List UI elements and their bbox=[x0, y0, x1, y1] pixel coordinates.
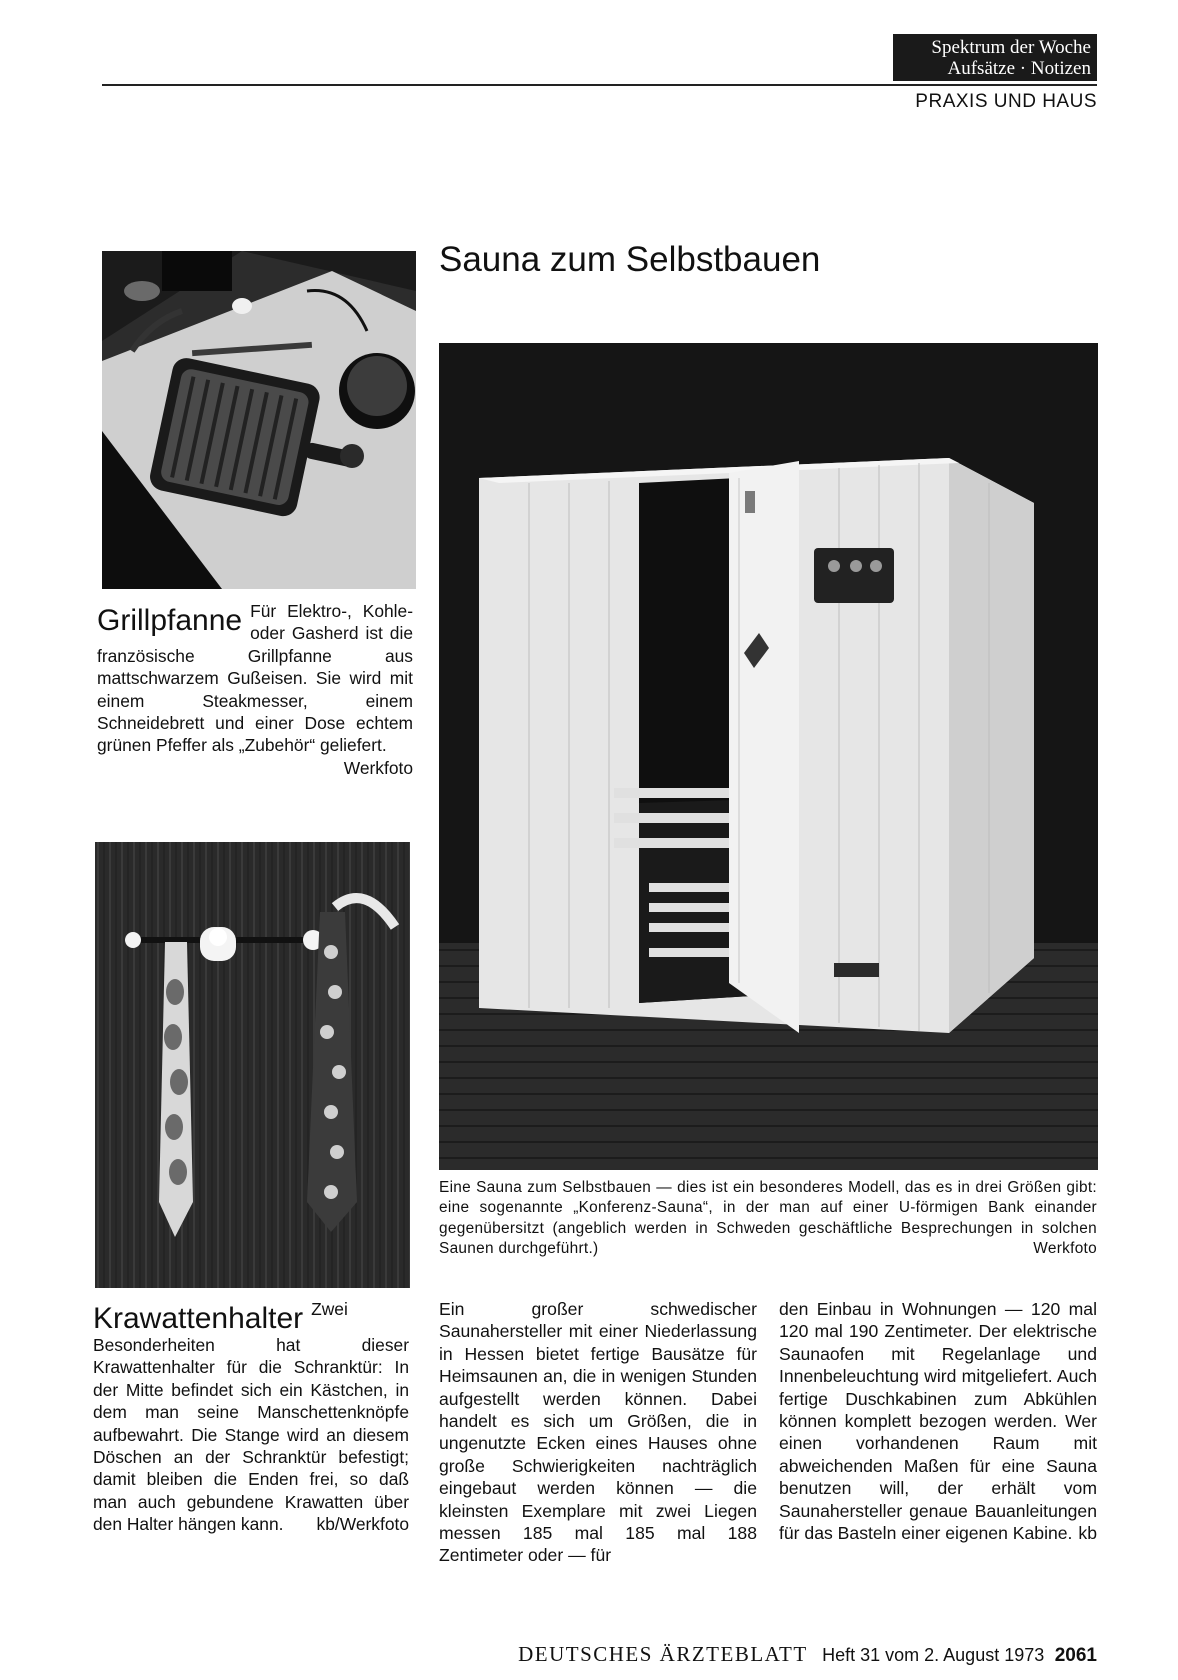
page-footer bbox=[460, 1642, 1097, 1667]
section-badge-line2: Aufsätze · Notizen bbox=[947, 58, 1091, 79]
sauna-body-column-2 bbox=[779, 1298, 1097, 1544]
section-badge-line1: Spektrum der Woche bbox=[931, 37, 1091, 58]
header-rule bbox=[102, 84, 1097, 86]
sauna-caption bbox=[439, 1178, 1097, 1260]
grill-caption bbox=[97, 600, 413, 779]
tie-text: Zwei Besonderheiten hat dieser Krawattenhalter für die Schranktür: In der Mitte befindet sich ein Kästchen, in dem man seine Manschettenknöpfe aufbewahrt. Die Stange wird an diesem Döschen an der Schranktür befestigt; damit bleiben die Enden frei, so daß man auch gebundene Krawatten über den Halter hängen kann. bbox=[93, 1299, 409, 1535]
section-badge bbox=[893, 34, 1097, 81]
sauna-caption-credit: Werkfoto bbox=[1033, 1240, 1097, 1258]
tie-headword: Krawattenhalter bbox=[93, 1302, 304, 1335]
section-label: PRAXIS UND HAUS bbox=[915, 91, 1097, 112]
tie-holder-photo bbox=[95, 842, 410, 1288]
sauna-caption-text: Eine Sauna zum Selbstbauen — dies ist ein besonderes Modell, das es in drei Größen gibt: eine sogenannte „Konferenz-Sauna“, in der man auf einer U-förmigen Bank einander gegenübersitzt (angeblich werden in Schweden geschäftliche Besprechungen in solchen Saunen durchgeführt.) bbox=[439, 1179, 1097, 1258]
sauna-photo bbox=[439, 343, 1098, 1170]
journal-name: DEUTSCHES ÄRZTEBLATT bbox=[518, 1642, 808, 1666]
sauna-body-credit: kb bbox=[1078, 1523, 1097, 1544]
tie-caption bbox=[93, 1298, 409, 1536]
grill-credit: Werkfoto bbox=[343, 757, 413, 778]
grill-headword: Grillpfanne bbox=[97, 604, 243, 637]
issue-info: Heft 31 vom 2. August 1973 bbox=[822, 1645, 1045, 1665]
page-number: 2061 bbox=[1054, 1645, 1097, 1666]
sauna-body-column-1: Ein großer schwedischer Saunahersteller mit einer Niederlassung in Hessen bietet fertige Bausätze für Heimsaunen an, die in wenigen Stunden aufgestellt werden können. Dabei handelt es sich um Größen, die in ungenutzte Ecken eines Hauses ohne große Schwierigkeiten nachträglich eingebaut werden können — die kleinsten Exemplare mit zwei Liegen messen 185 mal 185 mal 188 Zentimeter oder — für bbox=[439, 1299, 757, 1566]
sauna-body-column-2-text: den Einbau in Wohnungen — 120 mal 120 mal 190 Zentimeter. Der elektrische Saunaofen mit Regelanlage und Innenbeleuchtung wird mitgeliefert. Auch fertige Duschkabinen zum Abkühlen können komplett bezogen werden. Wer einen vorhandenen Raum mit abweichenden Maßen für eine Sauna benutzen will, der erhält vom Saunahersteller genaue Bauanleitungen für das Basteln einer eigenen Kabine. bbox=[779, 1299, 1097, 1544]
grill-text: Für Elektro-, Kohle- oder Gasherd ist die französische Grillpfanne aus mattschwarzem Gußeisen. Sie wird mit einem Steakmesser, einem Schneidebrett und einer Dose echtem grünen Pfeffer als „Zubehör“ geliefert. bbox=[97, 601, 413, 756]
article-title: Sauna zum Selbstbauen bbox=[439, 240, 821, 279]
tie-credit: kb/Werkfoto bbox=[316, 1514, 409, 1535]
grill-pan-photo bbox=[102, 251, 416, 589]
